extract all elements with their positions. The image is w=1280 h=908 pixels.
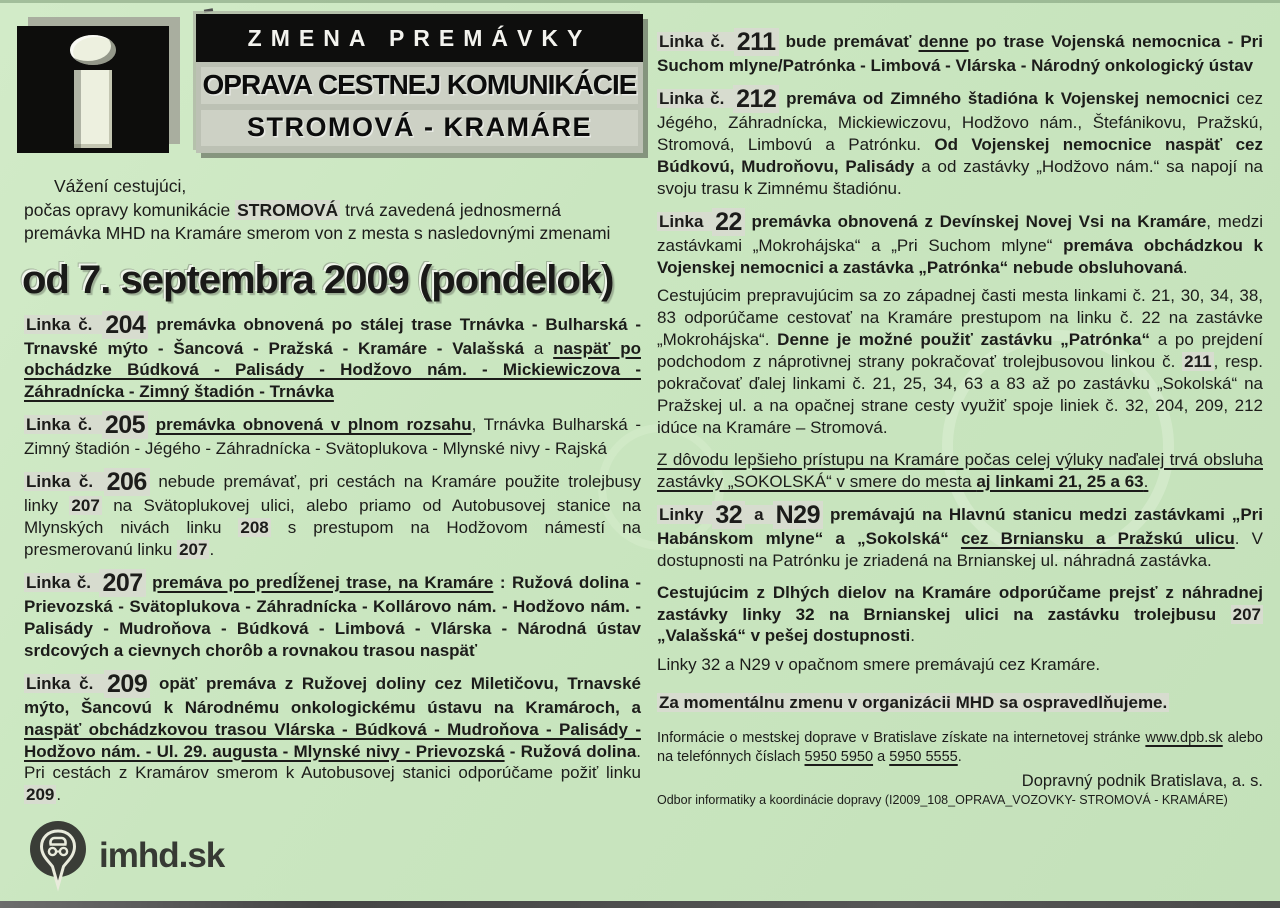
section-line-207: Linka č. 207 premáva po predĺženej trase, na Kramáre : Ružová dolina - Prievozská - Svätoplukova - Záhradnícka - Kollárovo nám. - Hodžovo nám. - Palisády - Mudroňova - Búdková - Limbová - Vlárska - Národná ústav srdcových a cievnych chorôb a rovnakou trasou naspäť xyxy=(24,568,642,660)
subtitle-road-repair: OPRAVA CESTNEJ KOMUNIKÁCIE xyxy=(201,67,638,104)
section-line-204: Linka č. 204 premávka obnovená po stálej trase Trnávka - Bulharská - Trnavské mýto - Šancová - Pražská - Kramáre - Valašská a naspäť po obchádzke Búdková - Palisády - Hodžovo nám. - Mickiewiczova - Záhradnícka - Zimný štadión - Trnávka xyxy=(24,310,641,402)
section-line-205: Linka č. 205 premávka obnovená v plnom rozsahu, Trnávka Bulharská - Zimný štadión - Jégého - Záhradnícka - Svätoplukova - Mlynské nivy - Rajská xyxy=(24,411,642,459)
title-block xyxy=(196,14,643,153)
scan-edge-bottom xyxy=(0,901,1280,908)
effective-date-headline: od 7. septembra 2009 (pondelok) xyxy=(22,257,614,302)
section-line-211: Linka č. 211 bude premávať denne po trase Vojenská nemocnica - Pri Suchom mlyne/Patrónka - Limbová - Vlárska - Národný onkologický ústav xyxy=(657,28,1263,75)
imhd-logo xyxy=(26,820,224,892)
section-line-209: Linka č. 209 opäť premáva z Ružovej doliny cez Miletičovu, Trnavské mýto, Šancovú k Národnému onkologickému ústavu na Kramároch, a naspäť obchádzkovou trasou Vlárska - Búdková - Mudroňova - Palisády - Hodžovo nám. - Ul. 29. augusta - Mlynské nivy - Prievozská - Ružová dolina. Pri cestách z Kramárov smerom k Autobusovej stanici odporúčame požiť linku 209 . xyxy=(24,669,642,805)
right-column xyxy=(657,30,1263,807)
department-reference: Odbor informatiky a koordinácie dopravy (I2009_108_OPRAVA_VOZOVKY- STROMOVÁ - KRAMÁRE) xyxy=(657,793,1228,808)
left-column xyxy=(24,12,641,806)
title-bar: ZMENA PREMÁVKY xyxy=(196,14,643,62)
apology-line: Za momentálnu zmenu v organizácii MHD sa ospravedlňujeme. xyxy=(659,693,1168,713)
section-lines-32-n29: Linky 32 a N29 premávajú na Hlavnú stanicu medzi zastávkami „Pri Habánskom mlyne“ a „Sokolská“ cez Brniansku a Pražskú ulicu. V dostupnosti na Patrónku je zriadená na Brnianskej ul. náhradná zastávka. xyxy=(657,500,1264,570)
subtitle-streets: STROMOVÁ - KRAMÁRE xyxy=(201,110,638,146)
section-line-22: Linka 22 premávka obnovená z Devínskej Novej Vsi na Kramáre, medzi zastávkami „Mokrohájska“ a „Pri Suchom mlyne“ premáva obchádzkou k Vojenskej nemocnici a zastávka „Patrónka“ nebude obsluhovaná. xyxy=(657,207,1264,277)
imhd-bus-pin-icon xyxy=(26,820,90,892)
company-signature: Dopravný podnik Bratislava, a. s. xyxy=(1021,772,1263,791)
paragraph-west-city: Cestujúcim prepravujúcim sa zo západnej časti mesta linkami č. 21, 30, 34, 38, 83 odporúčame cestovať na Kramáre prestupom na linku č. 22 na zastávke „Mokrohájska“. Denne je možné použiť zastávku „Patrónka“ a po prejdení podchodom z náprotivnej strany pokračovať trolejbusovou linkou č. 211 , resp. pokračovať ďalej linkami č. 21, 25, 34, 63 a 83 až po zastávku „Sokolská“ na Pražskej ul. a na opačnej strane cesty využiť spoje liniek č. 32, 204, 209, 212 idúce na Kramáre – Stromová. xyxy=(657,286,1264,437)
scan-edge-top xyxy=(0,0,1280,3)
contact-info: Informácie o mestskej doprave v Bratislave získate na internetovej stránke www.dpb.sk alebo na telefónnych číslach 5950 5950 a 5950 5555. xyxy=(657,730,1263,766)
section-line-206: Linka č. 206 nebude premávať, pri cestách na Kramáre použite trolejbusy linky 207 na Svätoplukovej ulici, alebo priamo od Autobusovej stanice na Mlynských nivách linku 208 s prestupom na Hodžovom námestí na presmerovanú linku 207 . xyxy=(24,468,642,560)
paragraph-sokolska-note: Z dôvodu lepšieho prístupu na Kramáre počas celej výluky naďalej trvá obsluha zastávky „SOKOLSKÁ“ v smere do mesta aj linkami 21, 25 a 63. xyxy=(657,449,1263,491)
information-icon-dot xyxy=(70,35,116,65)
paragraph-dlhe-diely: Cestujúcim z Dlhých dielov na Kramáre odporúčame prejsť z náhradnej zastávky linky 32 na Brnianskej ulici na zastávku trolejbusu 207 „Valašská“ v pešej dostupnosti. xyxy=(657,582,1263,646)
imhd-logo-text: imhd.sk xyxy=(99,836,225,875)
information-icon xyxy=(17,26,169,153)
intro-paragraph: počas opravy komunikácie STROMOVÁ trvá zavedená jednosmerná premávka MHD na Kramáre smerom von z mesta s nasledovnými zmenami xyxy=(24,200,611,243)
salutation: Vážení cestujúci, xyxy=(54,176,187,196)
paragraph-opposite-direction: Linky 32 a N29 v opačnom smere premávajú cez Kramáre. xyxy=(657,655,1101,675)
section-line-212: Linka č. 212 premáva od Zimného štadióna k Vojenskej nemocnici cez Jégého, Záhradnícka, Mickiewiczovu, Hodžovo nám., Štefánikovu, Pražskú, Stromová, Limbovú a Patrónku. Od Vojenskej nemocnice naspäť cez Búdkovú, Mudroňovu, Palisády a od zastávky „Hodžovo nám.“ sa napojí na svoju trasu k Zimnému štadiónu. xyxy=(657,84,1264,198)
flyer-header xyxy=(24,12,641,164)
information-icon-stem xyxy=(74,70,112,148)
